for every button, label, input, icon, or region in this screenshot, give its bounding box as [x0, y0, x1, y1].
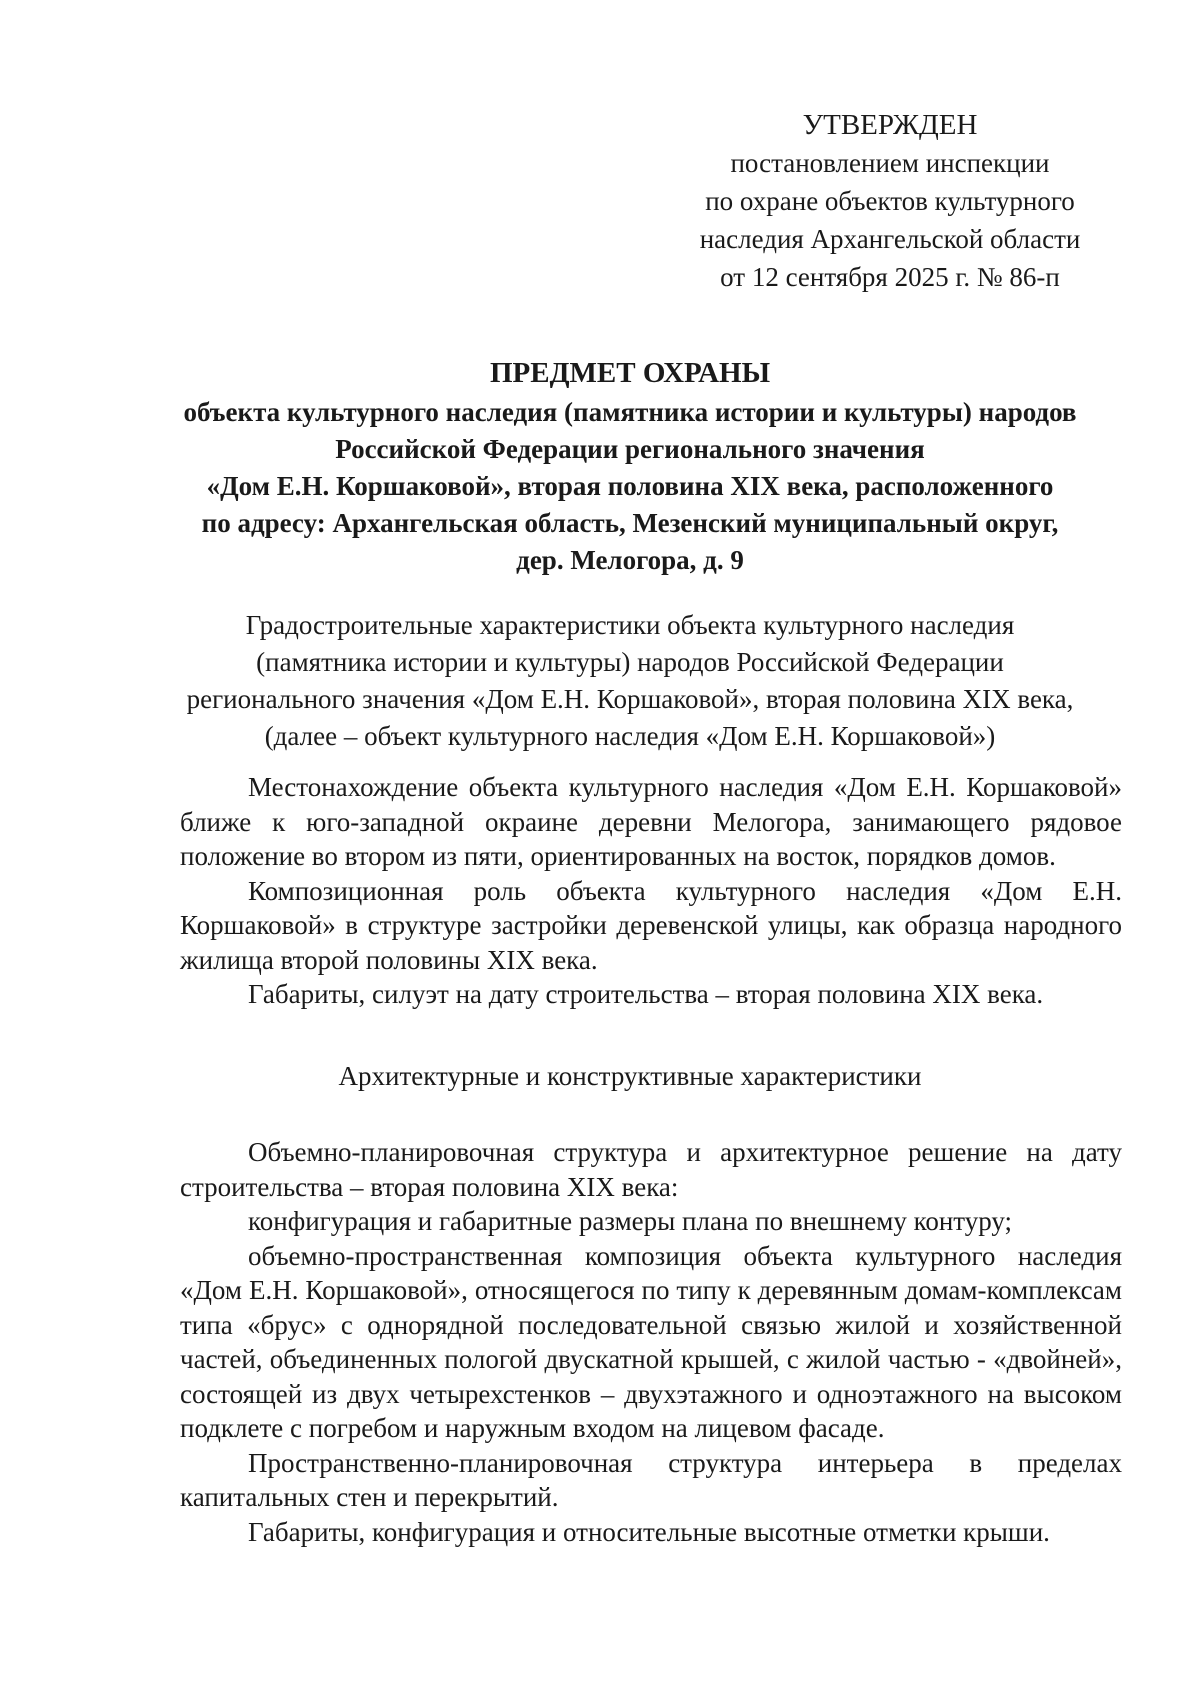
paragraph-location: Местонахождение объекта культурного наследия «Дом Е.Н. Коршаковой» ближе к юго-западной окраине деревни Мелогора, занимающего рядовое положение во втором из пяти, ориентированных на восток, порядков домов. [180, 772, 1122, 871]
approval-line: постановлением инспекции [730, 148, 1050, 178]
heading-line: (памятника истории и культуры) народов Российской Федерации [256, 647, 1004, 677]
approval-stamp [660, 106, 1120, 296]
document-title [170, 355, 1090, 579]
paragraph-interior: Пространственно-планировочная структура интерьера в пределах капитальных стен и перекрытий. [180, 1447, 1122, 1512]
title-line: по адресу: Архангельская область, Мезенский муниципальный округ, [201, 508, 1059, 538]
urban-characteristics-body [180, 770, 1122, 1012]
urban-characteristics-heading [170, 607, 1090, 755]
paragraph-plan: конфигурация и габаритные размеры плана по внешнему контуру; [248, 1206, 1013, 1236]
main-title: ПРЕДМЕТ ОХРАНЫ [489, 357, 771, 389]
architectural-characteristics-body [180, 1135, 1122, 1549]
heading-line: Градостроительные характеристики объекта культурного наследия [245, 610, 1015, 640]
heading-line: (далее – объект культурного наследия «Дом Е.Н. Коршаковой») [264, 721, 996, 751]
paragraph-structure: Объемно-планировочная структура и архитектурное решение на дату строительства – вторая половина XIX века: [180, 1137, 1122, 1202]
paragraph-roof: Габариты, конфигурация и относительные высотные отметки крыши. [248, 1516, 1050, 1547]
paragraph-composition-role: Композиционная роль объекта культурного наследия «Дом Е.Н. Коршаковой» в структуре застройки деревенской улицы, как образца народного жилища второй половины XIX века. [180, 875, 1122, 975]
architectural-characteristics-heading: Архитектурные и конструктивные характеристики [338, 1061, 922, 1091]
approval-line: наследия Архангельской области [699, 224, 1081, 254]
paragraph-spatial-composition: объемно-пространственная композиция объекта культурного наследия «Дом Е.Н. Коршаковой», относящегося по типу к деревянным домам-комплексам типа «брус» с однорядной последовательной связью жилой и хозяйственной частей, объединенных пологой двускатной крышей, с жилой частью - «двойней», состоящей из двух четырехстенков – двухэтажного и одноэтажного на высоком подклете с погребом и наружным входом на лицевом фасаде. [180, 1240, 1122, 1443]
heading-line: регионального значения «Дом Е.Н. Коршаковой», вторая половина XIX века, [186, 684, 1074, 714]
title-line: объекта культурного наследия (памятника истории и культуры) народов [183, 397, 1077, 427]
approval-heading: УТВЕРЖДЕН [802, 109, 978, 141]
title-line: Российской Федерации регионального значения [335, 434, 925, 464]
approval-line: по охране объектов культурного [705, 186, 1075, 216]
approval-line: от 12 сентября 2025 г. № 86-п [720, 262, 1060, 292]
paragraph-dimensions: Габариты, силуэт на дату строительства – вторая половина XIX века. [248, 979, 1044, 1009]
title-line: дер. Мелогора, д. 9 [516, 545, 744, 575]
title-line: «Дом Е.Н. Коршаковой», вторая половина XIX века, расположенного [206, 471, 1054, 501]
